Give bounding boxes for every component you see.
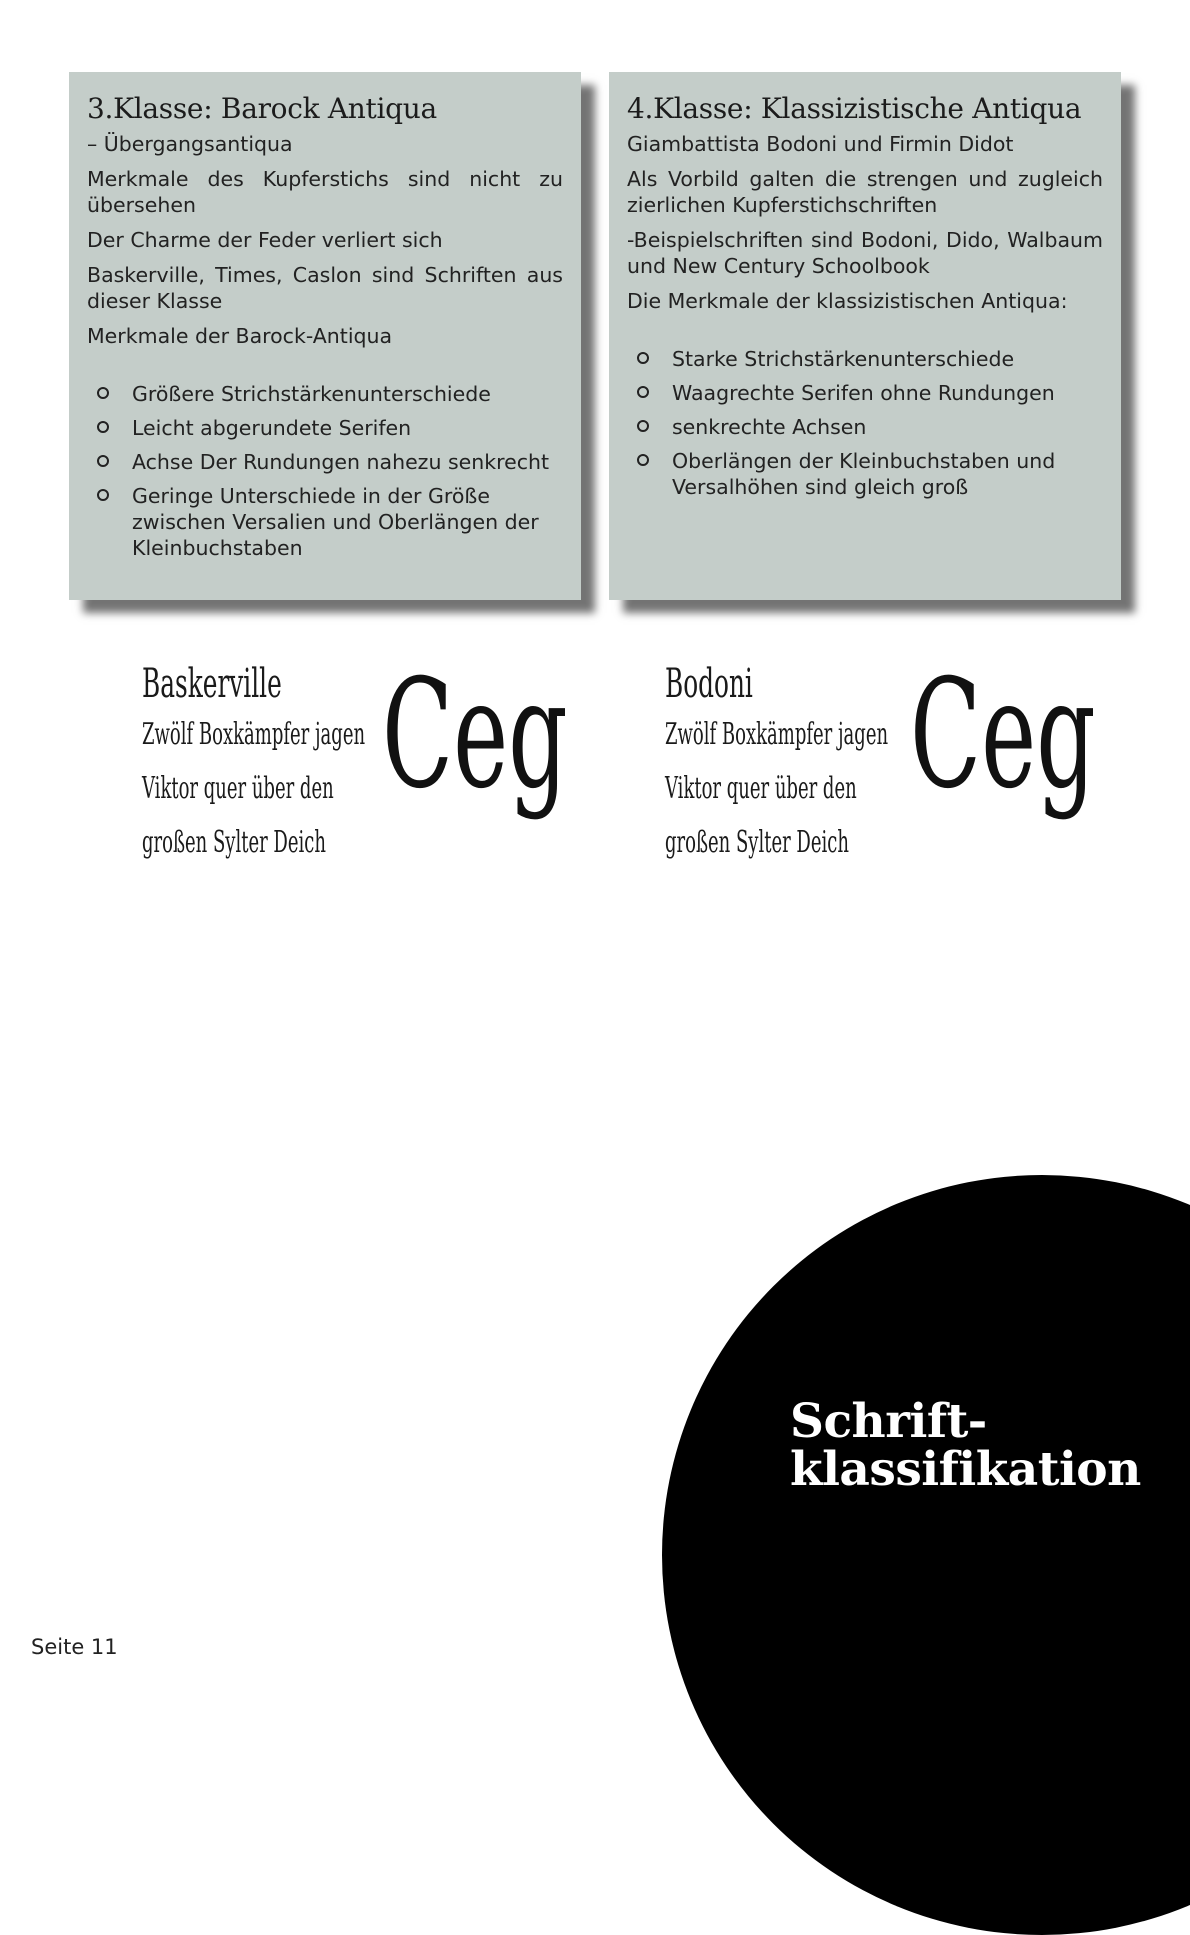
section-title bbox=[790, 1394, 1141, 1497]
card-paragraph: Merkmale der Barock-Antiqua bbox=[87, 324, 393, 348]
feature-list bbox=[87, 381, 563, 561]
specimen-font-name: Baskerville bbox=[142, 661, 282, 707]
card-paragraph: Die Merkmale der klassizistischen Antiqua: bbox=[627, 289, 1068, 313]
circle-bullet-icon bbox=[97, 455, 109, 467]
list-item bbox=[627, 414, 1103, 440]
list-item bbox=[87, 483, 563, 561]
list-item bbox=[627, 380, 1103, 406]
card-paragraph: Baskerville, Times, Caslon sind Schriften aus dieser Klasse bbox=[87, 263, 563, 313]
specimen-line: großen Sylter Deich bbox=[665, 825, 849, 860]
specimen-line: Zwölf Boxkämpfer jagen bbox=[142, 717, 366, 752]
circle-bullet-icon bbox=[97, 489, 109, 501]
list-item bbox=[627, 346, 1103, 372]
specimen-line: großen Sylter Deich bbox=[142, 825, 326, 860]
list-item-text: Geringe Unterschiede in der Größe zwischen Versalien und Oberlängen der Kleinbuchstaben bbox=[132, 484, 539, 560]
baskerville-specimen bbox=[142, 648, 568, 870]
card-paragraph: Giambattista Bodoni und Firmin Didot bbox=[627, 132, 1014, 156]
list-item-text: senkrechte Achsen bbox=[672, 415, 867, 439]
card-paragraph: -Beispielschriften sind Bodoni, Dido, Walbaum und New Century Schoolbook bbox=[627, 228, 1103, 278]
specimen-sample-glyphs: Ceg bbox=[382, 648, 568, 822]
specimen-font-name: Bodoni bbox=[665, 661, 753, 707]
list-item-text: Starke Strichstärkenunterschiede bbox=[672, 347, 1015, 371]
list-item-text: Größere Strichstärkenunterschiede bbox=[132, 382, 491, 406]
card-title: 3.Klasse: Barock Antiqua bbox=[87, 92, 437, 125]
list-item bbox=[627, 448, 1103, 500]
circle-bullet-icon bbox=[637, 454, 649, 466]
card-paragraph: – Übergangsantiqua bbox=[87, 132, 293, 156]
circle-bullet-icon bbox=[97, 387, 109, 399]
list-item-text: Waagrechte Serifen ohne Rundungen bbox=[672, 381, 1055, 405]
card-paragraph: Als Vorbild galten die strengen und zugleich zierlichen Kupferstichschriften bbox=[627, 167, 1103, 217]
list-item-text: Oberlängen der Kleinbuchstaben und Versalhöhen sind gleich groß bbox=[672, 449, 1056, 499]
card-title: 4.Klasse: Klassizistische Antiqua bbox=[627, 92, 1082, 125]
section-title-line: klassifikation bbox=[790, 1442, 1141, 1497]
specimen-line: Viktor quer über den bbox=[142, 771, 334, 806]
bodoni-specimen bbox=[665, 648, 1096, 870]
section-title-line: Schrift- bbox=[790, 1394, 987, 1449]
specimen-line: Zwölf Boxkämpfer jagen bbox=[665, 717, 889, 752]
card-paragraph: Merkmale des Kupferstichs sind nicht zu übersehen bbox=[87, 167, 563, 217]
circle-bullet-icon bbox=[637, 386, 649, 398]
specimen-sample-glyphs: Ceg bbox=[910, 648, 1096, 822]
class-4-card bbox=[609, 72, 1121, 600]
list-item-text: Achse Der Rundungen nahezu senkrecht bbox=[132, 450, 549, 474]
circle-bullet-icon bbox=[637, 352, 649, 364]
list-item bbox=[87, 449, 563, 475]
decorative-black-circle bbox=[662, 1175, 1190, 1935]
page-number: Seite 11 bbox=[31, 1635, 118, 1659]
circle-bullet-icon bbox=[97, 421, 109, 433]
list-item bbox=[87, 381, 563, 407]
specimen-line: Viktor quer über den bbox=[665, 771, 857, 806]
class-3-card bbox=[69, 72, 581, 600]
feature-list bbox=[627, 346, 1103, 500]
circle-bullet-icon bbox=[637, 420, 649, 432]
list-item-text: Leicht abgerundete Serifen bbox=[132, 416, 412, 440]
list-item bbox=[87, 415, 563, 441]
card-paragraph: Der Charme der Feder verliert sich bbox=[87, 228, 443, 252]
